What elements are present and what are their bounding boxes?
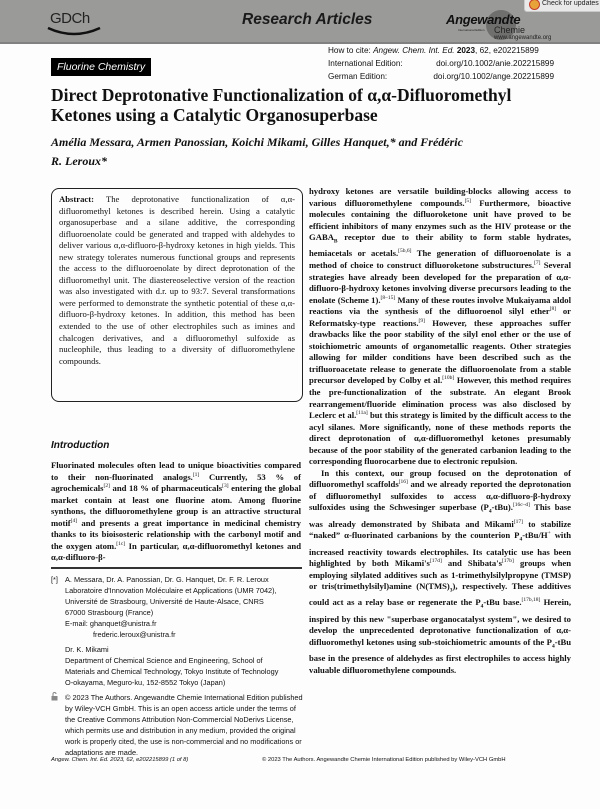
angewandte-edition: International Edition xyxy=(458,28,485,32)
cite-journal: Angew. Chem. Int. Ed. xyxy=(373,46,455,55)
ref-link[interactable]: [7] xyxy=(534,260,541,266)
intro-paragraph-1-cont: hydroxy ketones are versatile building-blocks allowing access to various difluoromethylene compounds.[5] Furthermore, bioactive molecules containing the difluoroketone unit have proved to be efficient inhibitors of many enzymes such as the HIV protease or the $GABA_B$ receptor due to their ability to form stable hydrates, hemiacetals or acetals.[5b,6] The generation of difluoroenolate is a method of choice to construct difluoroketone substructures.[7] Several strategies have already been developed for the preparation of α,α-difluoro-β-hydroxy ketones involving diverse precursors leading to the enolate (Scheme 1).[8–15] Many of these routes involve Mukaiyama aldol reactions via the synthesis of the difluoroenol silyl ether[8] or Reformatsky-type reactions.[9] However, these approaches suffer drawbacks like the poor stability of the silyl enol ether or the use of stoichiometric amounts of organometallic reagents. Other strategies allowing for milder conditions have been described such as the trifluoroacetate release to generate the difluoroenolate from a stable precursor developed by Colby et al.[10b] However, this method requires the pre-functionalization of the substrate. An elegant Brook rearrangement/fluoride elimination process was also disclosed by Leclerc et al.[11a] but this strategy is limited by the difficult access to the acyl silanes. More significantly, none of these methods reports the direct deprotonation of α,α-difluoromethyl ketones presumably because of the poor stability of the generated carbanion leading to the corresponding fluorocarbene due to electronic repulsion. xyxy=(309,186,571,467)
footnote-divider xyxy=(51,567,302,569)
affiliation-line: Department of Chemical Science and Engineering, School of xyxy=(65,656,263,665)
crossmark-icon xyxy=(529,0,540,10)
ref-link[interactable]: [17] xyxy=(513,518,523,525)
ref-link[interactable]: [17d] xyxy=(429,558,442,565)
ref-link[interactable]: [10b] xyxy=(442,375,455,382)
footer-citation: Angew. Chem. Int. Ed. 2023, 62, e202215899 (1 of 8) xyxy=(51,757,189,763)
affiliation-names-2: Dr. K. Mikami xyxy=(65,645,109,654)
gdch-logo xyxy=(44,8,104,38)
german-doi-link[interactable]: doi.org/10.1002/ange.202215899 xyxy=(433,72,554,81)
introduction-heading: Introduction xyxy=(51,440,110,451)
how-to-cite-label: How to cite: xyxy=(328,46,371,55)
german-edition-label: German Edition: xyxy=(328,72,388,81)
cite-volume: , 62, e202215899 xyxy=(475,46,539,55)
check-for-updates-label: Check for updates xyxy=(542,0,599,7)
footnote-mark: [*] xyxy=(51,575,58,584)
topic-badge: Fluorine Chemistry xyxy=(51,58,151,76)
angewandte-name: Angewandte xyxy=(446,12,521,27)
journal-header xyxy=(0,0,600,44)
ref-link[interactable]: [8] xyxy=(549,306,557,313)
affiliation-line: Laboratoire d'Innovation Moléculaire et Applications (UMR 7042), xyxy=(65,586,277,595)
intl-doi-link[interactable]: doi.org/10.1002/anie.202215899 xyxy=(436,59,554,68)
abstract-label: Abstract: xyxy=(59,194,94,204)
intl-edition-label: International Edition: xyxy=(328,59,403,68)
article-title: Direct Deprotonative Functionalization of α,α-Difluoromethyl Ketones using a Catalytic Organosuperbase xyxy=(51,85,512,125)
ref-link[interactable]: [9] xyxy=(418,317,425,324)
abstract-text: The deprotonative functionalization of α,α-difluoromethyl ketones is described herein. Using a catalytic organosuperbase and a silane additive, the corresponding difluoroenolate could be generated and trapped with aldehydes to deliver various α,α-difluoro-β-hydroxy ketones in high yields. This new strategy tolerates numerous functional groups and represents the access to the difluoroenolate by direct deprotonation of the difluoromethyl unit. The diastereoselective version of the reaction was also investigated with d.r. up to 93:7. Several transformations were performed to demonstrate the synthetic potential of these α,α-difluoro-β-hydroxy ketones. In addition, this method has been extended to the use of other electrophiles such as imines and chalcogen derivatives, and a difluoromethyl sulfoxide as nucleophile, thus leading to a diversity of difluoromethylene compounds. xyxy=(59,194,295,366)
affiliation-names-1: A. Messara, Dr. A. Panossian, Dr. G. Hanquet, Dr. F. R. Leroux xyxy=(65,575,269,584)
affiliation-line: O-okayama, Meguro-ku, 152-8552 Tokyo (Japan) xyxy=(65,678,226,687)
angewandte-logo xyxy=(446,10,586,40)
section-label: Research Articles xyxy=(242,11,373,28)
email-label: E-mail: xyxy=(65,619,90,628)
footer-copyright: © 2023 The Authors. Angewandte Chemie International Edition published by Wiley-VCH GmbH xyxy=(262,757,506,763)
affiliation-line: Université de Strasbourg, Université de Haute-Alsace, CNRS xyxy=(65,597,264,606)
intro-paragraph-1: Fluorinated molecules often lead to unique bioactivities compared to their non-fluorinated analogs.[1] Currently, 53 % of agrochemicals[2] and 18 % of pharmaceuticals[3] entering the global market contain at least one fluorine atom. Among fluorine synthons, the difluoromethylene group is an attractive structural motif[4] and presents a great importance in medicinal chemistry thanks to its bioisosteric relationship with the carbonyl motif and the oxygen atom.[1c] In particular, α,α-difluoromethyl ketones and α,α-difluoro-β- xyxy=(51,460,302,563)
check-for-updates-button[interactable] xyxy=(524,0,600,12)
ref-link[interactable]: [16c–d] xyxy=(512,502,531,509)
open-access-lock-icon xyxy=(51,692,59,701)
cite-year: 2023 xyxy=(456,46,476,55)
ref-link[interactable]: [3] xyxy=(222,483,229,490)
citation-block xyxy=(328,44,554,83)
ref-link[interactable]: [1] xyxy=(192,471,200,478)
abstract-box xyxy=(51,188,303,402)
angewandte-url: www.angewandte.org xyxy=(494,35,552,41)
how-to-cite xyxy=(328,44,554,57)
author-list: Amélia Messara, Armen Panossian, Koichi Mikami, Gilles Hanquet,* and Frédéric R. Leroux* xyxy=(51,135,463,168)
license-text: © 2023 The Authors. Angewandte Chemie International Edition published by Wiley-VCH GmbH. This is an open access article under the terms of the Creative Commons Attribution Non-Commercial NoDerivs License, which permits use and distribution in any medium, provided the original work is properly cited, the use is non-commercial and no modifications or adaptations are made. xyxy=(65,693,303,757)
intro-paragraph-2: In this context, our group focused on the deprotonation of difluoromethyl scaffolds[16] and we already reported the deprotonation of difluoromethyl sulfoxides to access α,α-difluoro-β-hydroxy sulfoxides using the Schwesinger superbase $(P_4-tBu).[16c-d]$ This base was already demonstrated by Shibata and Mikami[17] to stabilize “naked” α-fluorinated carbanions by the counterion $P_4-tBu/H^+$ with increased reactivity towards electrophiles. Its catalytic use has been highlighted by both Mikami's[17d] and Shibata's[17b] groups when employing silylated additives such as 1-trimethylsilylpropyne (TMSP) or tris(trimethylsilyl)amine $(N(TMS)_3)$, respectively. These additives could act as a relay base or regenerate the $P_4$-tBu base.[17b,18] Herein, inspired by this new "superbase organocatalyst system", we desired to develop the unprecedented deprotonative functionalization of α,α-difluoromethyl ketones using sub-stoichiometric amounts of the $P_4$-tBu base in the presence of aldehydes as first electrophiles to access highly valuable difluoromethylene compounds. xyxy=(309,467,572,675)
ref-link[interactable]: [5b,6] xyxy=(398,248,412,255)
ref-link[interactable]: [2] xyxy=(103,483,110,490)
gdch-smile-icon xyxy=(46,26,102,36)
gdch-logo-text: GDCh xyxy=(50,10,90,27)
ref-link[interactable]: [4] xyxy=(70,517,78,524)
ref-link[interactable]: [5] xyxy=(464,197,472,204)
affiliation-line: 67000 Strasbourg (France) xyxy=(65,608,154,617)
email-link[interactable]: frederic.leroux@unistra.fr xyxy=(93,630,176,639)
ref-link[interactable]: [17b] xyxy=(501,558,514,565)
email-link[interactable]: ghanquet@unistra.fr xyxy=(89,619,157,628)
ref-link[interactable]: [1c] xyxy=(116,540,126,547)
ref-link[interactable]: [17b,18] xyxy=(521,597,541,604)
intro-right-column xyxy=(309,186,571,676)
angewandte-subtitle: Chemie xyxy=(494,25,526,35)
intro-left-column xyxy=(51,460,301,564)
ref-link[interactable]: [11a] xyxy=(356,410,368,417)
affiliation-line: Materials and Chemical Technology, Tokyo Institute of Technology xyxy=(65,667,279,676)
ref-link[interactable]: [8–15] xyxy=(380,294,396,301)
affiliations-block xyxy=(51,574,307,758)
ref-link[interactable]: [16] xyxy=(398,479,408,486)
